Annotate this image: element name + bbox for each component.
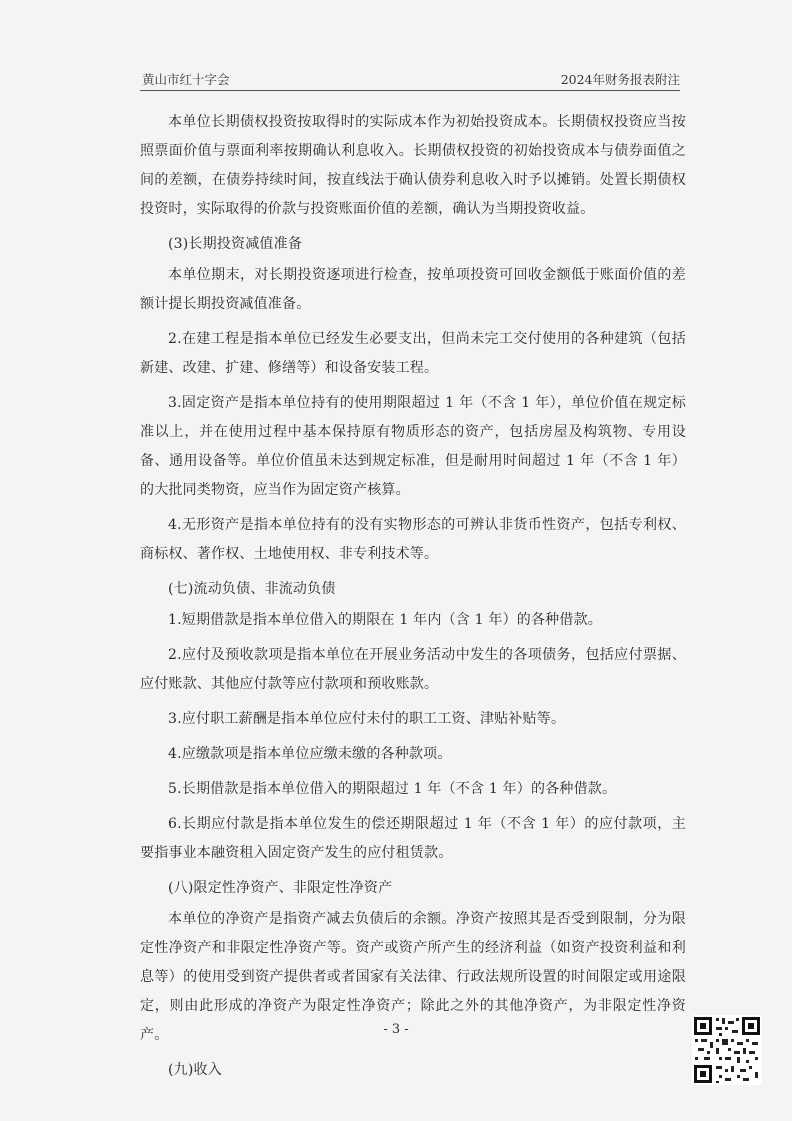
page-header bbox=[140, 68, 680, 91]
header-doc-title: 2024年财务报表附注 bbox=[560, 72, 680, 87]
page-number: - 3 - bbox=[383, 1022, 409, 1037]
heading-liabilities: (七)流动负债、非流动负债 bbox=[168, 581, 336, 597]
paragraph-long-term-payables: 6.长期应付款是指本单位发生的偿还期限超过 1 年（不含 1 年）的应付款项，主要指事业本融资租入固定资产发生的应付租赁款。 bbox=[140, 816, 686, 861]
paragraph-employee-compensation: 3.应付职工薪酬是指本单位应付未付的职工工资、津贴补贴等。 bbox=[168, 711, 566, 727]
paragraph-impairment-provision: 本单位期末，对长期投资逐项进行检查，按单项投资可回收金额低于账面价值的差额计提长期投资减值准备。 bbox=[140, 267, 686, 312]
qr-code-icon bbox=[692, 1015, 762, 1085]
heading-net-assets: (八)限定性净资产、非限定性净资产 bbox=[168, 880, 393, 896]
paragraph-construction-in-progress: 2.在建工程是指本单位已经发生必要支出，但尚未完工交付使用的各种建筑（包括新建、改建、扩建、修缮等）和设备安装工程。 bbox=[140, 331, 686, 376]
paragraph-long-term-loans: 5.长期借款是指本单位借入的期限超过 1 年（不含 1 年）的各种借款。 bbox=[168, 781, 617, 797]
paragraph-net-assets: 本单位的净资产是指资产减去负债后的余额。净资产按照其是否受到限制，分为限定性净资产和非限定性净资产等。资产或资产所产生的经济利益（如资产投资利益和利息等）的使用受到资产提供者或者国家有关法律、行政法规所设置的时间限定或用途限定，则由此形成的净资产为限定性净资产；除此之外的其他净资产，为非限定性净资产。 bbox=[140, 911, 686, 1043]
header-org-name: 黄山市红十字会 bbox=[142, 72, 230, 87]
paragraph-payable-items: 4.应缴款项是指本单位应缴未缴的各种款项。 bbox=[168, 746, 452, 762]
paragraph-long-term-debt-investment: 本单位长期债权投资按取得时的实际成本作为初始投资成本。长期债权投资应当按照票面价值与票面利率按期确认利息收入。长期债权投资的初始投资成本与债券面值之间的差额，在债券持续时间，按直线法于确认债券利息收入时予以摊销。处置长期债权投资时，实际取得的价款与投资账面价值的差额，确认为当期投资收益。 bbox=[140, 114, 686, 217]
paragraph-short-term-loans: 1.短期借款是指本单位借入的期限在 1 年内（含 1 年）的各种借款。 bbox=[168, 612, 602, 628]
heading-long-term-investment-impairment: (3)长期投资减值准备 bbox=[168, 236, 303, 252]
document-body bbox=[140, 108, 686, 1087]
paragraph-fixed-assets: 3.固定资产是指本单位持有的使用期限超过 1 年（不含 1 年），单位价值在规定标准以上，并在使用过程中基本保持原有物质形态的资产，包括房屋及构筑物、专用设备、通用设备等。单位价值虽未达到规定标准，但是耐用时间超过 1 年（不含 1 年）的大批同类物资，应当作为固定资产核算。 bbox=[140, 395, 686, 498]
heading-revenue: (九)收入 bbox=[168, 1062, 222, 1078]
paragraph-payables-receipts: 2.应付及预收款项是指本单位在开展业务活动中发生的各项债务，包括应付票据、应付账款、其他应付款等应付款项和预收账款。 bbox=[140, 647, 686, 692]
paragraph-intangible-assets: 4.无形资产是指本单位持有的没有实物形态的可辨认非货币性资产，包括专利权、商标权、著作权、土地使用权、非专利技术等。 bbox=[140, 517, 686, 562]
